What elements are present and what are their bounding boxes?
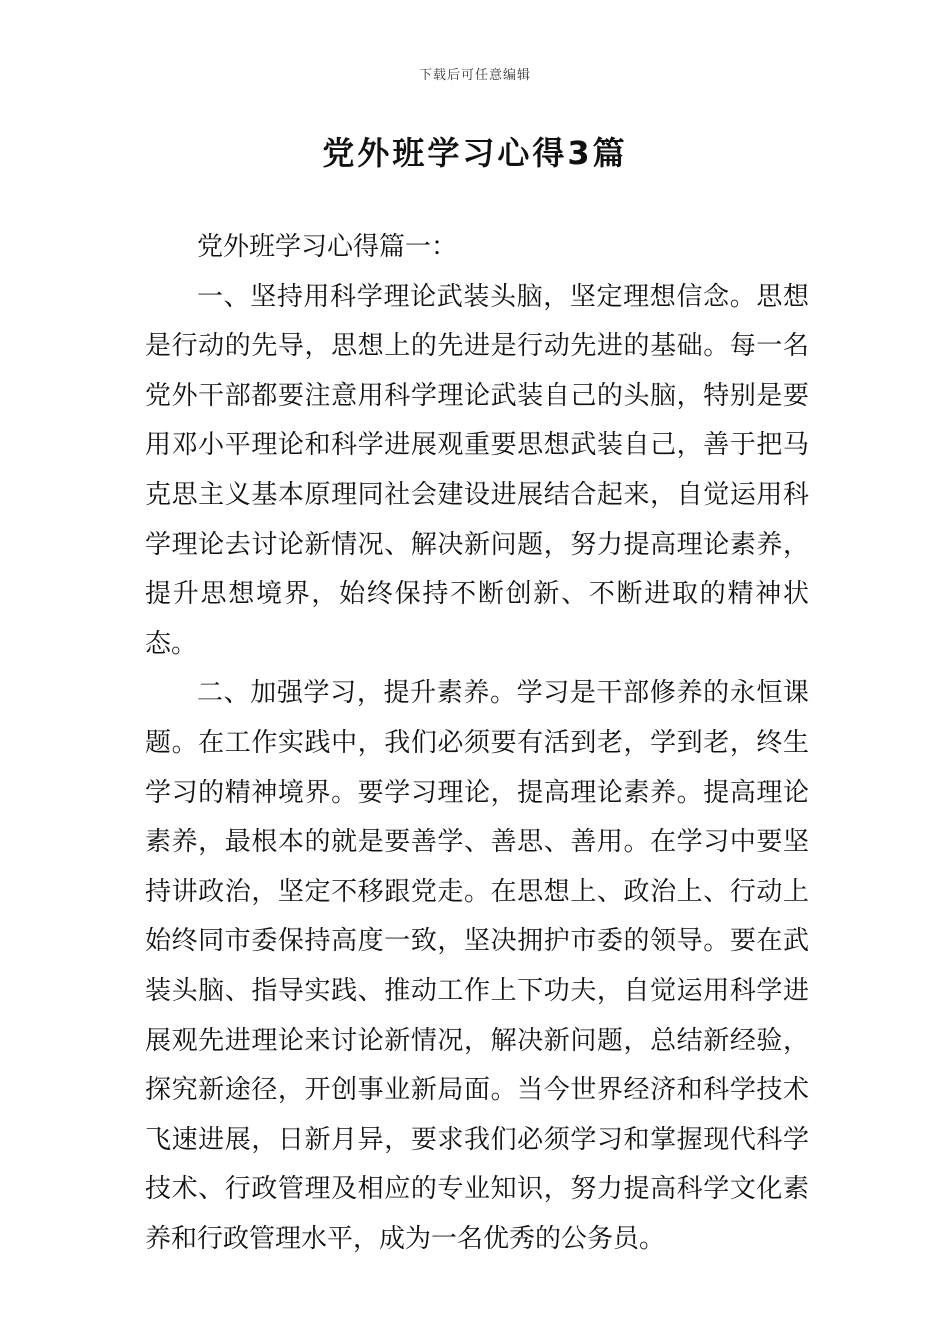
paragraph-1: 一、坚持用科学理论武装头脑，坚定理想信念。思想是行动的先导，思想上的先进是行动先进的基础。每一名党外干部都要注意用科学理论武装自己的头脑，特别是要用邓小平理论和科学进展观重要思想武装自己，善于把马克思主义基本原理同社会建设进展结合起来，自觉运用科学理论去讨论新情况、解决新问题，努力提高理论素养，提升思想境界，始终保持不断创新、不断进取的精神状态。 <box>145 281 809 659</box>
document-title: 党外班学习心得3篇 <box>322 134 628 172</box>
page-header-note: 下载后可任意编辑 <box>418 68 531 83</box>
paragraph-2: 二、加强学习，提升素养。学习是干部修养的永恒课题。在工作实践中，我们必须要有活到老，学到老，终生学习的精神境界。要学习理论，提高理论素养。提高理论素养，最根本的就是要善学、善思、善用。在学习中要坚持讲政治，坚定不移跟党走。在思想上、政治上、行动上始终同市委保持高度一致，坚决拥护市委的领导。要在武装头脑、指导实践、推动工作上下功夫，自觉运用科学进展观先进理论来讨论新情况，解决新问题，总结新经验，探究新途径，开创事业新局面。当今世界经济和科学技术飞速进展，日新月异，要求我们必须学习和掌握现代科学技术、行政管理及相应的专业知识，努力提高科学文化素养和行政管理水平，成为一名优秀的公务员。 <box>145 678 809 1254</box>
section-heading: 党外班学习心得篇一： <box>197 232 458 262</box>
document-body <box>145 223 809 1264</box>
